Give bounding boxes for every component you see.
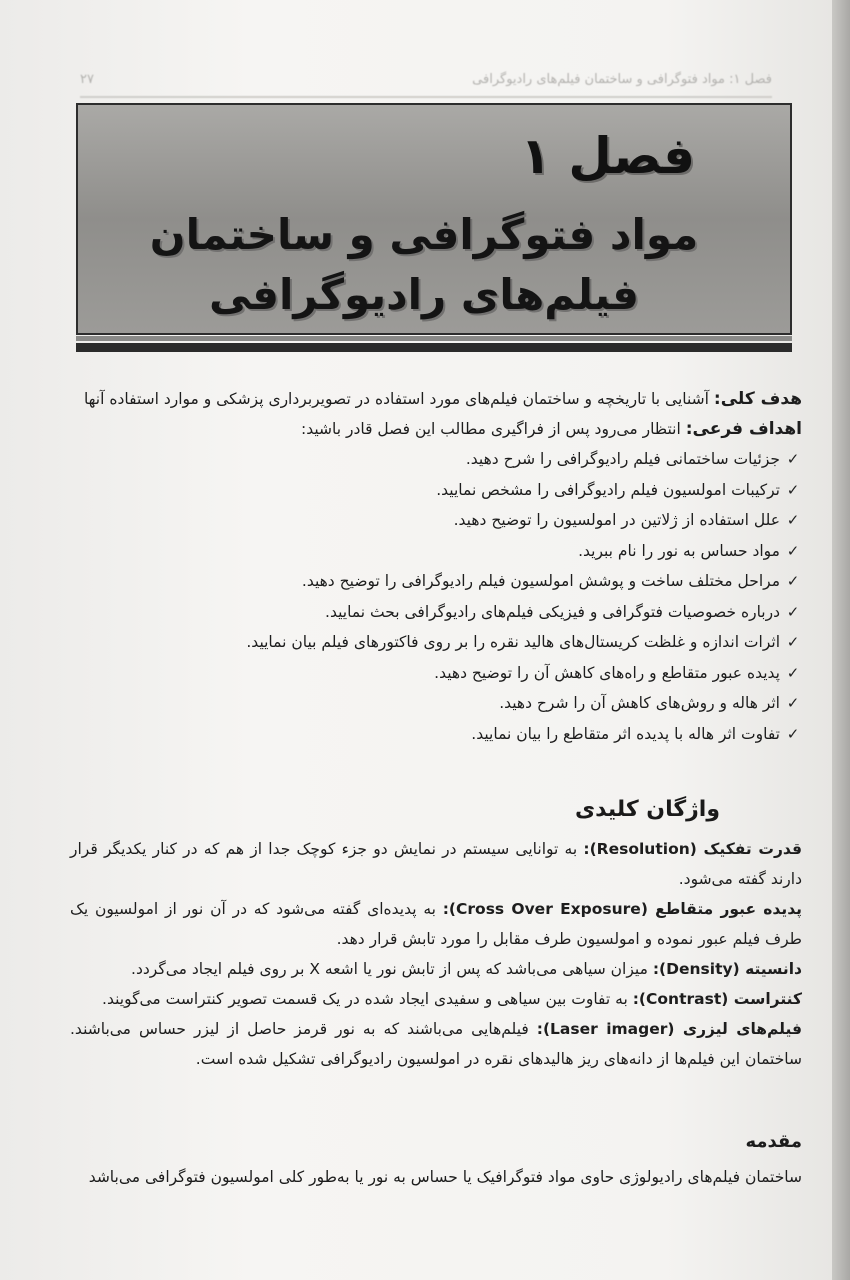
intro-text: ساختمان فیلم‌های رادیولوژی حاوی مواد فتوگرافیک یا حساس به نور یا به‌طور کلی امولسیون فتوگرافی می‌باشد xyxy=(88,1168,802,1186)
keyword-entry xyxy=(70,1014,802,1074)
checkmark-icon: ✓ xyxy=(786,511,800,529)
specific-goals xyxy=(70,414,802,444)
goals-section xyxy=(70,384,802,749)
keyword-term: پدیده عبور متقاطع (Cross Over Exposure): xyxy=(442,900,802,918)
objective-item xyxy=(70,688,802,719)
checkmark-icon: ✓ xyxy=(786,694,800,712)
keyword-definition: فیلم‌هایی می‌باشند که به نور قرمز حاصل از لیزر حساس می‌باشند. ساختمان این فیلم‌ها از دانه‌های ریز هالیدهای نقره در امولسیون رادیوگرافی تشکیل شده است. xyxy=(70,1020,802,1068)
keyword-entry xyxy=(70,984,802,1014)
checkmark-icon: ✓ xyxy=(786,724,800,743)
chapter-label: فصل ۱ xyxy=(520,127,695,185)
keyword-term: کنتراست (Contrast): xyxy=(632,990,802,1008)
keyword-definition: به توانایی سیستم در نمایش دو جزء کوچک جدا از هم که در کنار یکدیگر قرار دارند گفته می‌شود. xyxy=(70,840,802,888)
intro-heading: مقدمه xyxy=(745,1131,802,1152)
objective-item xyxy=(70,536,802,567)
objective-text: پدیده عبور متقاطع و راه‌های کاهش آن را توضیح دهید. xyxy=(434,663,780,682)
title-rule-light xyxy=(76,336,792,341)
page-number: ۲۷ xyxy=(80,71,94,87)
objective-item xyxy=(70,719,802,750)
objective-item xyxy=(70,475,802,506)
keyword-term: قدرت تفکیک (Resolution): xyxy=(583,840,802,858)
keyword-definition: به تفاوت بین سیاهی و سفیدی ایجاد شده در یک قسمت تصویر کنتراست می‌گویند. xyxy=(102,990,628,1008)
objective-text: علل استفاده از ژلاتین در امولسیون را توضیح دهید. xyxy=(453,511,780,529)
chapter-title: مواد فتوگرافی و ساختمان فیلم‌های رادیوگرافی xyxy=(149,210,699,319)
objective-item xyxy=(70,444,802,475)
objective-item xyxy=(70,566,802,597)
specific-goals-text: انتظار می‌رود پس از فراگیری مطالب این فصل قادر باشید: xyxy=(301,420,681,438)
checkmark-icon: ✓ xyxy=(786,450,800,468)
objective-text: تفاوت اثر هاله با پدیده اثر متقاطع را بیان نمایید. xyxy=(471,724,780,743)
checkmark-icon: ✓ xyxy=(786,572,800,590)
objective-text: مراحل مختلف ساخت و پوشش امولسیون فیلم رادیوگرافی را توضیح دهید. xyxy=(301,572,780,590)
objective-text: اثر هاله و روش‌های کاهش آن را شرح دهید. xyxy=(499,694,780,712)
objective-text: ترکیبات امولسیون فیلم رادیوگرافی را مشخص نمایید. xyxy=(436,480,780,499)
keyword-entry xyxy=(70,894,802,954)
keyword-term: فیلم‌های لیزری (Laser imager): xyxy=(536,1020,802,1038)
specific-goals-label: اهداف فرعی: xyxy=(685,419,802,439)
keyword-definition: به پدیده‌ای گفته می‌شود که در آن نور از امولسیون یک طرف فیلم عبور نموده و امولسیون طرف مقابل را مورد تابش قرار دهد. xyxy=(70,900,802,948)
chapter-title-box xyxy=(76,103,792,335)
checkmark-icon: ✓ xyxy=(786,480,800,499)
objective-item xyxy=(70,627,802,658)
checkmark-icon: ✓ xyxy=(786,633,800,651)
keyword-definition: میزان سیاهی می‌باشد که پس از تابش نور یا اشعه X بر روی فیلم ایجاد می‌گردد. xyxy=(131,960,648,978)
objective-text: اثرات اندازه و غلظت کریستال‌های هالید نقره را بر روی فاکتورهای فیلم بیان نمایید. xyxy=(246,633,780,651)
running-head xyxy=(80,62,772,98)
objective-item xyxy=(70,505,802,536)
general-goal xyxy=(70,384,802,414)
running-head-text: فصل ۱: مواد فتوگرافی و ساختمان فیلم‌های رادیوگرافی xyxy=(472,71,772,87)
objective-item xyxy=(70,597,802,628)
keyword-entry xyxy=(70,954,802,984)
keyword-entry xyxy=(70,834,802,894)
checkmark-icon: ✓ xyxy=(786,602,800,621)
objective-item xyxy=(70,658,802,689)
general-goal-label: هدف کلی: xyxy=(713,389,802,409)
general-goal-text: آشنایی با تاریخچه و ساختمان فیلم‌های مورد استفاده در تصویربرداری پزشکی و موارد استفاده آنها xyxy=(83,390,709,408)
objective-text: مواد حساس به نور را نام ببرید. xyxy=(578,541,780,560)
objectives-list xyxy=(70,444,802,749)
page-edge xyxy=(832,0,850,1280)
title-rule-dark xyxy=(76,343,792,352)
objective-text: درباره خصوصیات فتوگرافی و فیزیکی فیلم‌های رادیوگرافی بحث نمایید. xyxy=(325,602,780,621)
keyword-term: دانسیته (Density): xyxy=(652,960,802,978)
objective-text: جزئیات ساختمانی فیلم رادیوگرافی را شرح دهید. xyxy=(465,450,780,468)
keywords-heading: واژگان کلیدی xyxy=(575,797,720,822)
intro-section xyxy=(70,1162,802,1192)
checkmark-icon: ✓ xyxy=(786,541,800,560)
checkmark-icon: ✓ xyxy=(786,663,800,682)
keywords-section xyxy=(70,834,802,1074)
